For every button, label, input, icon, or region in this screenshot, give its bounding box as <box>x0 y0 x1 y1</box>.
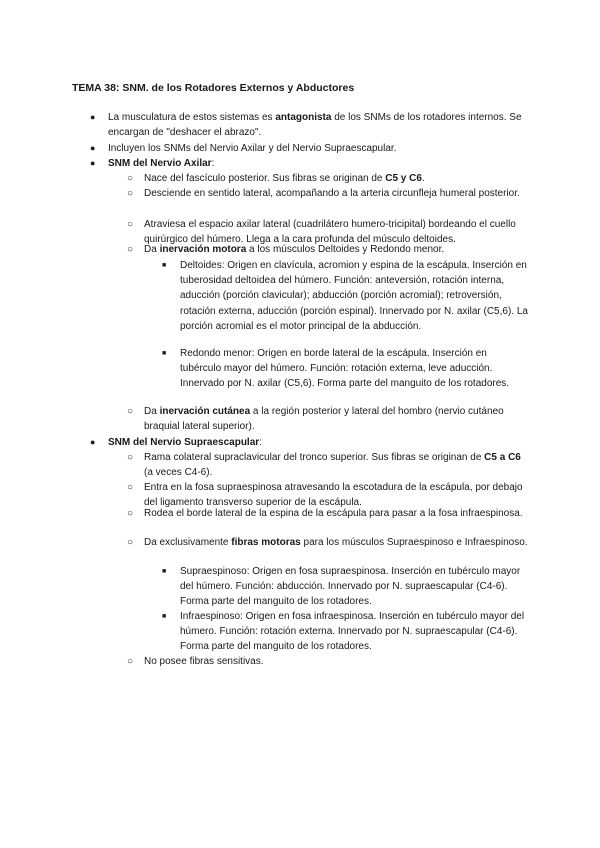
circle-bullet-icon: ○ <box>127 173 134 184</box>
bullet-icon: ● <box>90 158 96 168</box>
circle-bullet-icon: ○ <box>127 537 134 548</box>
circle-bullet-icon: ○ <box>127 452 134 463</box>
circle-bullet-icon: ○ <box>127 406 134 417</box>
list-item: Da inervación cutánea a la región posterior y lateral del hombro (nervio cutáneo braquial lateral superior). <box>144 406 504 433</box>
list-item: Incluyen los SNMs del Nervio Axilar y del Nervio Supraescapular. <box>108 143 397 154</box>
list-item: Supraespinoso: Origen en fosa supraespinosa. Inserción en tubérculo mayor del húmero. Función: abducción. Innervado por N. supraescapular (C4-6). Forma parte del manguito de los rotadores. <box>180 566 521 608</box>
list-item: La musculatura de estos sistemas es antagonista de los SNMs de los rotadores internos. Se encargan de "deshacer el abrazo". <box>108 112 522 139</box>
square-bullet-icon: ■ <box>162 350 167 357</box>
list-item: Rama colateral supraclavicular del tronco superior. Sus fibras se originan de C5 a C6 (a veces C4-6). <box>144 452 521 479</box>
list-item: Redondo menor: Origen en borde lateral de la escápula. Inserción en tubérculo mayor del húmero. Función: rotación externa, leve aducción. Innervado por N. axilar (C5,6). Forma parte del manguito de los rotadores. <box>180 348 510 390</box>
list-item: Desciende en sentido lateral, acompañando a la arteria circunfleja humeral posterior. <box>144 188 520 199</box>
section-heading-axilar: SNM del Nervio Axilar: <box>108 158 215 169</box>
list-item: Deltoides: Origen en clavícula, acromion y espina de la escápula. Inserción en tuberosidad deltoidea del húmero. Función: anteversión, rotación interna, aducción (porción clavicular); abducción (porción acromial); retroversión, rotación externa, aducción (porción espinal). Innervado por N. axilar (C5,6). La porción acromial es el motor principal de la abducción. <box>180 260 528 332</box>
circle-bullet-icon: ○ <box>127 656 134 667</box>
list-item: Nace del fascículo posterior. Sus fibras se originan de C5 y C6. <box>144 173 425 184</box>
circle-bullet-icon: ○ <box>127 188 134 199</box>
bullet-icon: ● <box>90 437 96 447</box>
circle-bullet-icon: ○ <box>127 508 134 519</box>
bullet-icon: ● <box>90 112 96 122</box>
circle-bullet-icon: ○ <box>127 482 134 493</box>
list-item: Da exclusivamente fibras motoras para los músculos Supraespinoso e Infraespinoso. <box>144 537 528 548</box>
page-title: TEMA 38: SNM. de los Rotadores Externos y Abductores <box>72 82 355 94</box>
list-item: Rodea el borde lateral de la espina de la escápula para pasar a la fosa infraespinosa. <box>144 508 523 519</box>
bullet-icon: ● <box>90 143 96 153</box>
list-item: Infraespinoso: Origen en fosa infraespinosa. Inserción en tubérculo mayor del húmero. Función: rotación externa. Innervado por N. supraescapular (C4-6). Forma parte del manguito de los rotadores. <box>180 611 525 653</box>
list-item: Atraviesa el espacio axilar lateral (cuadrilátero humero-tricipital) bordeando el cuello quirúrgico del húmero. Llega a la cara profunda del músculo deltoides. <box>144 219 516 246</box>
circle-bullet-icon: ○ <box>127 219 134 230</box>
square-bullet-icon: ■ <box>162 262 167 269</box>
section-heading-supraescapular: SNM del Nervio Supraescapular: <box>108 437 262 448</box>
list-item: No posee fibras sensitivas. <box>144 656 264 667</box>
list-item: Da inervación motora a los músculos Deltoides y Redondo menor. <box>144 244 445 255</box>
square-bullet-icon: ■ <box>162 568 167 575</box>
circle-bullet-icon: ○ <box>127 244 134 255</box>
square-bullet-icon: ■ <box>162 613 167 620</box>
list-item: Entra en la fosa supraespinosa atravesando la escotadura de la escápula, por debajo del ligamento transverso superior de la escápula. <box>144 482 523 509</box>
